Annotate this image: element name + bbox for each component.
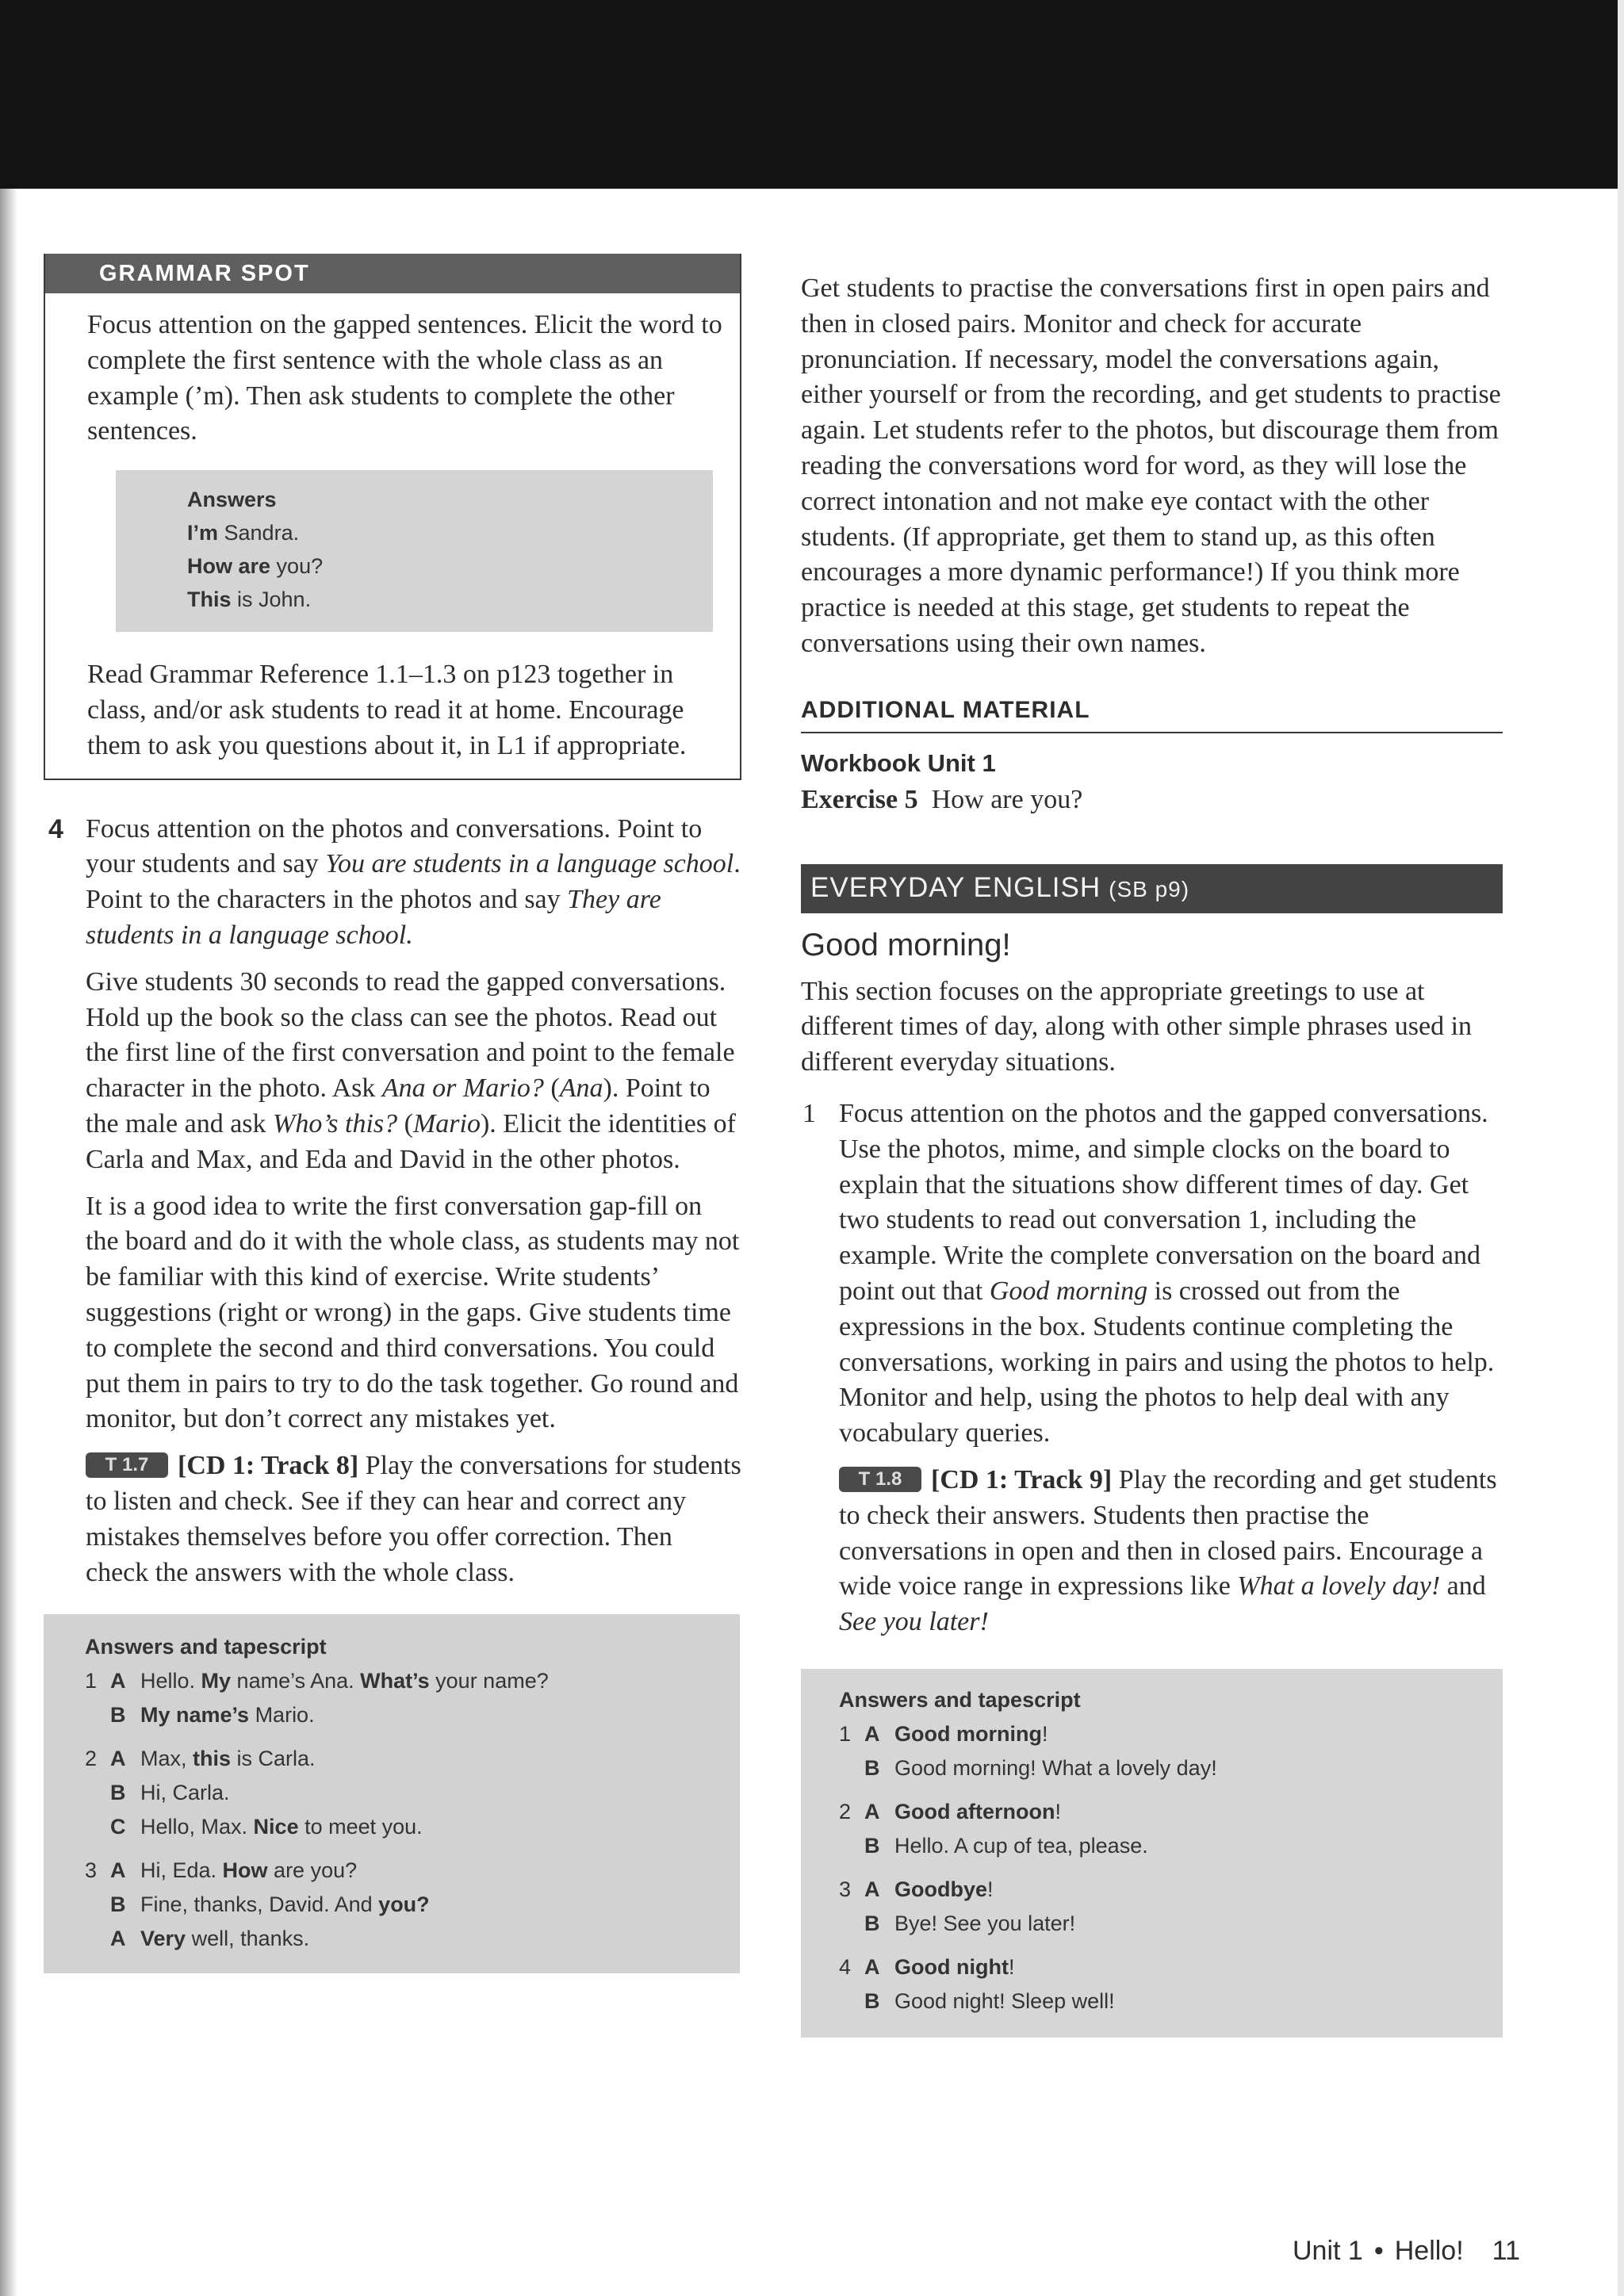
dialogue-line xyxy=(85,1922,732,1956)
text-run: Play the recording and get students to check their answers. Students then practise the conversations in open and then in closed pairs. Encourage a wide voice range in expressions like xyxy=(839,1464,1497,1601)
answer-text: is John. xyxy=(231,587,312,612)
dialogue-number xyxy=(839,1829,864,1863)
dialogue-text xyxy=(140,1922,309,1956)
bold-run: Good afternoon xyxy=(894,1799,1055,1823)
dialogue-text xyxy=(894,1873,994,1907)
section-subheading: Good morning! xyxy=(801,927,1011,962)
speaker-label: A xyxy=(864,1954,880,1979)
dialogue-text xyxy=(894,1751,1217,1785)
text-run: is crossed out from the expressions in the box. Students continue completing the conversations, working in pairs and using the photos to help. Monitor and help, using the photos to help deal with any vocabulary queries. xyxy=(839,1276,1495,1448)
bold-run: How xyxy=(222,1858,268,1883)
text-run: Hello. A cup of tea, please. xyxy=(894,1833,1148,1858)
dialogue-line xyxy=(85,1664,732,1698)
text-run: Hello, Max. xyxy=(140,1815,254,1839)
text-run: Good night! Sleep well! xyxy=(894,1988,1115,2013)
dialogue-text xyxy=(140,1854,357,1888)
dialogue-number xyxy=(85,1776,110,1810)
everyday-english-bar xyxy=(801,864,1503,913)
dialogue-line xyxy=(85,1888,732,1922)
bold-run: Good morning xyxy=(894,1721,1042,1746)
answers-list xyxy=(187,516,697,616)
left-column xyxy=(44,254,741,1973)
speaker-label: A xyxy=(110,1669,126,1693)
dialogue-text xyxy=(140,1664,549,1698)
text-run: Good morning! What a lovely day! xyxy=(894,1755,1217,1780)
text-run: Focus attention on the photos and the gapped conversations. Use the photos, mime, and simple clocks on the board to explain that the situations show different times of day. Get two students to read out conversation 1, including the example. Write the complete conversation on the board and point out that xyxy=(839,1098,1488,1306)
dialogue-line xyxy=(839,1907,1495,1941)
track-reference: [CD 1: Track 9] xyxy=(931,1464,1113,1494)
exercise-line xyxy=(801,783,1503,818)
dialogue-number: 1 xyxy=(85,1669,98,1693)
dialogue-number: 3 xyxy=(839,1877,852,1901)
dialogue-line xyxy=(839,1829,1495,1863)
scan-left-shadow xyxy=(0,189,17,2296)
answers-tapescript-box-left xyxy=(44,1614,740,1973)
dialogue-number xyxy=(85,1922,110,1956)
speaker-label: B xyxy=(110,1781,126,1805)
group-gap xyxy=(85,1732,732,1742)
text-run: to meet you. xyxy=(298,1815,423,1839)
grammar-spot-answers xyxy=(116,470,713,632)
paragraph-read-conversations xyxy=(44,965,741,1178)
item-number: 4 xyxy=(48,813,63,844)
italic-run: Who’s this? xyxy=(273,1108,398,1138)
speaker-label: A xyxy=(110,1747,126,1771)
answer-text: Sandra. xyxy=(218,521,300,545)
dialogue-text xyxy=(894,1795,1061,1829)
footer-title: Hello! xyxy=(1394,2236,1464,2266)
bold-run: you? xyxy=(378,1892,430,1917)
grammar-spot-instructions: Focus attention on the gapped sentences. Elicit the word to complete the first sentence with the whole class as an example (’m). Then ask students to complete the other sentences. xyxy=(87,310,722,446)
dialogue-line xyxy=(85,1698,732,1732)
answers-title: Answers and tapescript xyxy=(839,1687,1081,1712)
dialogue-text xyxy=(894,1950,1014,1984)
bold-run: My xyxy=(201,1669,232,1693)
answers-title: Answers and tapescript xyxy=(85,1635,327,1659)
answers-list xyxy=(839,1717,1495,2019)
section-intro: This section focuses on the appropriate greetings to use at different times of day, along with other simple phrases used in different everyday situations. xyxy=(801,976,1473,1077)
speaker-label: B xyxy=(110,1703,126,1728)
text-run: well, thanks. xyxy=(186,1927,310,1951)
dialogue-number: 1 xyxy=(839,1721,852,1746)
speaker-label: A xyxy=(864,1877,880,1901)
workbook-unit: Workbook Unit 1 xyxy=(801,748,996,777)
dialogue-line xyxy=(85,1854,732,1888)
italic-run: Ana or Mario? xyxy=(381,1073,544,1104)
italic-run: What a lovely day! xyxy=(1237,1571,1441,1601)
text-run: Bye! See you later! xyxy=(894,1911,1076,1935)
dialogue-number: 4 xyxy=(839,1954,852,1979)
dialogue-text xyxy=(894,1829,1148,1863)
dialogue-line xyxy=(839,1873,1495,1907)
grammar-reference-note: Read Grammar Reference 1.1–1.3 on p123 together in class, and/or ask students to read it at home. Encourage them to ask you questions about it, in L1 if appropriate. xyxy=(87,660,687,760)
bold-run: Very xyxy=(140,1927,186,1951)
text-run: ! xyxy=(987,1877,994,1901)
text-run: Max, xyxy=(140,1747,193,1771)
text-run: your name? xyxy=(429,1669,549,1693)
paragraph-gap-fill: It is a good idea to write the first conversation gap-fill on the board and do it with the whole class, as students may not be familiar with this kind of exercise. Write students’ suggestions (right or wrong) in the gaps. Give students time to complete the second and third conversations. You could put them in pairs to try to do the task together. Go round and monitor, but don’t correct any mistakes yet. xyxy=(86,1191,740,1434)
dialogue-line xyxy=(839,1751,1495,1785)
answers-tapescript-box-right xyxy=(801,1669,1503,2038)
dialogue-line xyxy=(85,1776,732,1810)
page-footer xyxy=(1293,2236,1520,2267)
answers-list xyxy=(85,1664,732,1956)
bold-run: Good night xyxy=(894,1954,1009,1979)
text-run: Play the conversations for students to listen and check. See if they can hear and correct any mistakes themselves before you offer correction. Then check the answers with the whole class. xyxy=(86,1451,741,1587)
dialogue-line xyxy=(839,1984,1495,2019)
everyday-english-heading: EVERYDAY ENGLISH xyxy=(810,871,1101,903)
footer-bullet: • xyxy=(1373,2236,1384,2266)
right-column xyxy=(801,271,1503,2038)
answer-bold: This xyxy=(187,587,232,612)
italic-run: Ana xyxy=(559,1073,603,1104)
text-run: Mario. xyxy=(249,1703,315,1728)
exercise-label: Exercise 5 xyxy=(801,784,918,814)
bold-run: this xyxy=(193,1747,232,1771)
grammar-spot-heading: GRAMMAR SPOT xyxy=(45,254,740,293)
text-run: Hi, Eda. xyxy=(140,1858,223,1883)
group-gap xyxy=(85,1844,732,1854)
dialogue-number xyxy=(839,1751,864,1785)
grammar-spot-box xyxy=(44,254,741,780)
answer-line xyxy=(187,549,697,583)
dialogue-number xyxy=(839,1984,864,2019)
answer-bold: How are xyxy=(187,554,271,579)
item-focus-conversations xyxy=(801,1096,1503,1452)
speaker-label: B xyxy=(864,1988,880,2013)
answers-heading: Answers xyxy=(187,488,277,512)
italic-run: Mario xyxy=(412,1108,481,1138)
dialogue-number xyxy=(85,1810,110,1844)
text-run: ! xyxy=(1008,1954,1015,1979)
text-run: ! xyxy=(1055,1799,1061,1823)
dialogue-number: 2 xyxy=(839,1799,852,1823)
answer-text: you? xyxy=(270,554,324,579)
dialogue-number xyxy=(85,1698,110,1732)
text-run: ( xyxy=(543,1073,560,1104)
dialogue-number: 3 xyxy=(85,1858,98,1883)
page-number: 11 xyxy=(1492,2236,1520,2266)
speaker-label: A xyxy=(864,1799,880,1823)
scan-top-band xyxy=(0,0,1624,189)
text-run: Hello. xyxy=(140,1669,201,1693)
dialogue-text xyxy=(894,1717,1048,1751)
paragraph-practise: Get students to practise the conversations first in open pairs and then in closed pairs. Monitor and check for accurate pronunciation. If necessary, model the conversations again, either yourself or from the recording, and get students to practise again. Let students refer to the photos, but discourage them from reading the conversations word for word, as they will lose the correct intonation and not make eye contact with the other students. (If appropriate, get them to stand up, as this often encourages a more dynamic performance!) If you think more practice is needed at this stage, get students to repeat the conversations using their own names. xyxy=(801,274,1501,658)
dialogue-line xyxy=(839,1717,1495,1751)
dialogue-text xyxy=(140,1698,315,1732)
paragraph-focus-photos xyxy=(44,812,741,954)
track-reference: [CD 1: Track 8] xyxy=(178,1451,359,1481)
dialogue-number: 2 xyxy=(85,1747,98,1771)
dialogue-number xyxy=(85,1888,110,1922)
scan-right-edge xyxy=(1618,0,1624,2296)
student-book-ref: (SB p9) xyxy=(1109,876,1190,901)
speaker-label: B xyxy=(110,1892,126,1917)
text-run: and xyxy=(1440,1571,1486,1601)
text-run: . Point to the characters in the photos and say xyxy=(86,849,741,915)
text-run: Focus attention on the photos and conversations. Point to your students and say xyxy=(86,813,703,879)
text-run: ( xyxy=(397,1108,413,1138)
group-gap xyxy=(839,1863,1495,1873)
speaker-label: A xyxy=(864,1721,880,1746)
item-play-recording xyxy=(801,1463,1503,1640)
text-run: Give students 30 seconds to read the gapped conversations. Hold up the book so the class can see the photos. Read out the first line of the first conversation and point to the female character in the photo. Ask xyxy=(86,966,735,1104)
italic-run: See you later! xyxy=(839,1607,989,1637)
dialogue-text xyxy=(140,1776,230,1810)
text-run: Fine, thanks, David. And xyxy=(140,1892,379,1917)
dialogue-line xyxy=(839,1795,1495,1829)
text-run: ). Elicit the identities of Carla and Max, and Eda and David in the other photos. xyxy=(86,1108,736,1174)
text-run: is Carla. xyxy=(231,1747,316,1771)
dialogue-text xyxy=(140,1888,430,1922)
bold-run: Nice xyxy=(253,1815,299,1839)
bold-run: Goodbye xyxy=(894,1877,988,1901)
dialogue-number xyxy=(839,1907,864,1941)
answer-bold: I’m xyxy=(187,521,219,545)
bold-run: My name’s xyxy=(140,1703,250,1728)
dialogue-text xyxy=(140,1810,423,1844)
text-run: Hi, Carla. xyxy=(140,1781,230,1805)
item-number: 1 xyxy=(802,1098,816,1128)
italic-run: You are students in a language school xyxy=(325,849,734,879)
text-run: ). Point to the male and ask xyxy=(86,1073,710,1138)
additional-material-heading: ADDITIONAL MATERIAL xyxy=(801,696,1090,723)
exercise-title: How are you? xyxy=(931,784,1083,814)
footer-unit: Unit 1 xyxy=(1293,2236,1363,2266)
italic-run: They are students in a language school. xyxy=(86,885,661,950)
speaker-label: C xyxy=(110,1815,126,1839)
track-badge: T 1.7 xyxy=(86,1452,168,1478)
dialogue-text xyxy=(894,1907,1075,1941)
answer-line xyxy=(187,516,697,549)
dialogue-line xyxy=(85,1742,732,1776)
speaker-label: B xyxy=(864,1755,880,1780)
speaker-label: A xyxy=(110,1858,126,1883)
text-run: are you? xyxy=(267,1858,358,1883)
track-badge: T 1.8 xyxy=(839,1467,921,1492)
bold-run: What’s xyxy=(360,1669,430,1693)
speaker-label: B xyxy=(864,1833,880,1858)
dialogue-line xyxy=(85,1810,732,1844)
speaker-label: B xyxy=(864,1911,880,1935)
paragraph-listen-check xyxy=(44,1448,741,1590)
dialogue-text xyxy=(140,1742,316,1776)
text-run: ! xyxy=(1041,1721,1048,1746)
heading-rule xyxy=(801,732,1503,733)
group-gap xyxy=(839,1941,1495,1950)
dialogue-line xyxy=(839,1950,1495,1984)
italic-run: Good morning xyxy=(989,1276,1148,1306)
group-gap xyxy=(839,1785,1495,1795)
answer-line xyxy=(187,583,697,616)
speaker-label: A xyxy=(110,1927,126,1951)
text-run: name’s Ana. xyxy=(231,1669,361,1693)
dialogue-text xyxy=(894,1984,1115,2019)
